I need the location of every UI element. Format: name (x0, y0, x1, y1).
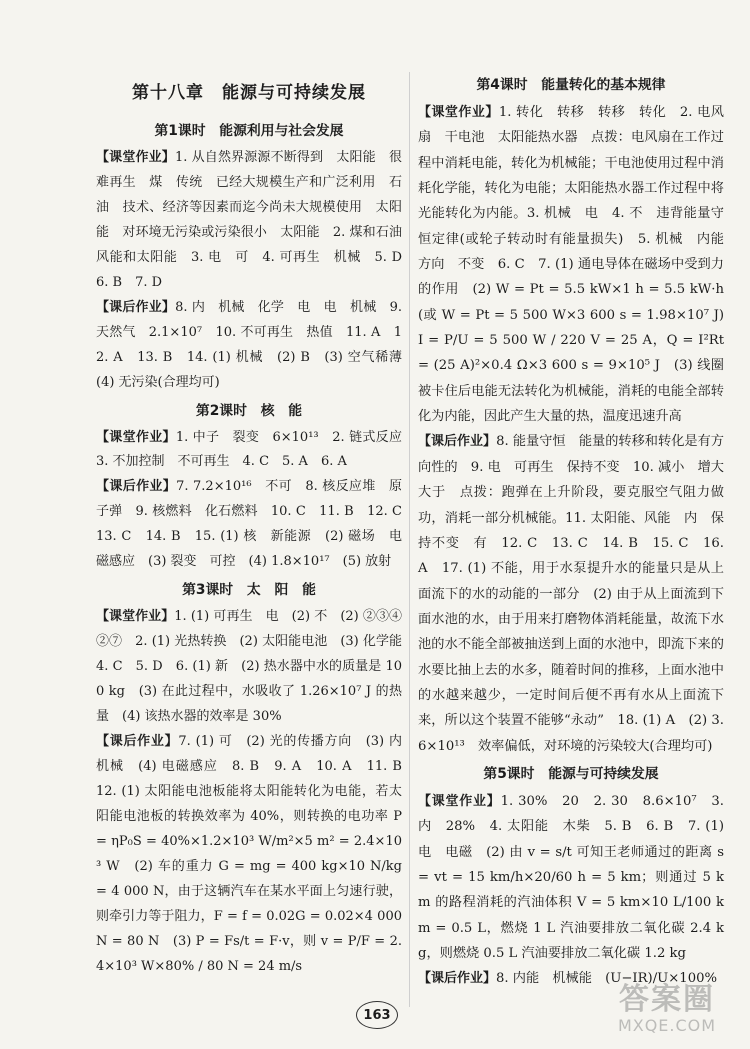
section-tag: 【课后作业】 (96, 734, 179, 750)
chapter-title: 第十八章 能源与可持续发展 (132, 83, 366, 103)
section-tag: 【课后作业】 (96, 299, 176, 315)
watermark-main: 答案圈 (619, 982, 715, 1017)
answer-text: 7. (1) 可 (2) 光的传播方向 (3) 内 机械 (4) 电磁感应 8. B 9. A 10. A 11. B 12. (1) 太阳能电池板能将太阳能转化为电能，若太阳能电池板的转换效率为 40%，则转换的电功率 P = ηP₀S = 40%×1.2×10³ W/m²×5 m² = 2.4×10³ W (2) 车的重力 G = mg = 400 kg×10 N/kg = 4 000 N，由于这辆汽车在某水平面上匀速行驶，则牵引力等于阻力，F = f = 0.02G = 0.02×4 000 N = 80 N (3) P = Fs/t = F·v，则 v = P/F = 2.4×10³ W×80% / 80 N = 24 m/s (96, 734, 416, 974)
page-number (356, 1000, 398, 1030)
section-tag: 【课后作业】 (418, 434, 497, 450)
watermark-sub: MXQE.COM (617, 1016, 717, 1035)
lesson-title: 第4课时 能量转化的基本规律 (476, 77, 666, 93)
answer-text: 8. 能量守恒 能量的转移和转化是有方向性的 9. 电 可再生 保持不变 10. 减小 增大 大于 点拨：跑弹在上升阶段，要克服空气阻力做功，消耗一部分机械能。11. 太阳能、风能 内 保持不变 有 12. C 13. C 14. B 15. C 16. A 17. (1) 不能，用于水泵提升水的能量只是从上面流下的水的动能的一部分 (2) 由于从上面流到下面水池的水，由于用来打磨物体消耗能量，故流下水池的水不能全部被抽送到上面的水池中，即流下来的水要比抽上去的水多，随着时间的推移，上面水池中的水越来越少，一定时间后便不再有水从上面流下来，所以这个装置不能够“永动” 18. (1) A (2) 3.6×10¹³ 效率偏低，对环境的污染较大(合理均可) (418, 434, 738, 754)
lesson-title: 第1课时 能源利用与社会发展 (154, 123, 344, 139)
section-tag: 【课堂作业】 (418, 105, 499, 120)
answer-paragraph (96, 146, 416, 296)
watermark-logo (602, 983, 732, 1039)
answer-text: 8. 内 机械 化学 电 电 机械 9. 天然气 2.1×10⁷ 10. 不可再生 热值 11. A 12. A 13. B 14. (1) 机械 (2) B (3) 空气稀薄 (4) 无污染(合理均可) (96, 299, 416, 390)
answer-text: 7. 7.2×10¹⁶ 不可 8. 核反应堆 原子弹 9. 核燃料 化石燃料 10. C 11. B 12. C 13. C 14. B 15. (1) 核 新能源 (2) 磁场 电磁感应 (3) 裂变 可控 (4) 1.8×10¹⁷ (5) 放射 (96, 479, 416, 570)
section-tag: 【课后作业】 (96, 479, 177, 495)
column-divider (409, 72, 410, 1007)
answer-paragraph (418, 429, 738, 758)
right-column (418, 70, 738, 992)
answer-text: 8. 内能 机械能 (U−IR)/U×100% (496, 971, 718, 987)
left-column (96, 70, 416, 980)
left-column-content (96, 116, 416, 980)
section-tag: 【课堂作业】 (96, 150, 175, 165)
answer-text: 1. 中子 裂变 6×10¹³ 2. 链式反应 3. 不加控制 不可再生 4. C 5. A 6. A (96, 429, 415, 470)
answer-paragraph (418, 100, 738, 429)
lesson-title: 第5课时 能源与可持续发展 (483, 765, 659, 782)
answer-paragraph (96, 475, 416, 575)
answer-paragraph (418, 789, 724, 966)
answer-paragraph (96, 296, 416, 396)
section-tag: 【课堂作业】 (96, 429, 176, 445)
section-tag: 【课后作业】 (418, 971, 497, 987)
answer-text: 1. 从自然界源源不断得到 太阳能 很难再生 煤 传统 已经大规模生产和广泛利用 石油 技术、经济等因素而迄今尚未大规模使用 太阳能 对环境无污染或污染很小 太阳能 2. 煤和石油 风能和太阳能 3. 电 可 4. 可再生 机械 5. D 6. B 7. D (96, 150, 416, 290)
section-tag: 【课堂作业】 (418, 793, 501, 809)
answer-text: 1. 30% 20 2. 30 8.6×10⁷ 3. 内 28% 4. 太阳能 木柴 5. B 6. B 7. (1) 电 电磁 (2) 由 v = s/t 可知王老师通过的距离 s = vt = 15 km/h×20/60 h = 5 km；则通过 5 km 的路程消耗的汽油体积 V = 5 km×10 L/100 km = 0.5 L，燃烧 1 L 汽油要排放二氧化碳 2.4 kg，则燃烧 0.5 L 汽油要排放二氧化碳 1.2 kg (418, 793, 724, 961)
answer-paragraph (96, 730, 416, 980)
answer-text: 1. 转化 转移 转移 转化 2. 电风扇 干电池 太阳能热水器 点拨：电风扇在工作过程中消耗电能，转化为机械能；干电池使用过程中消耗化学能，转化为电能；太阳能热水器工作过程中将光能转化为内能。3. 机械 电 4. 不 违背能量守恒定律(或轮子转动时有能量损失) 5. 机械 内能 方向 不变 6. C 7. (1) 通电导体在磁场中受到力的作用 (2) W = Pt = 5.5 kW×1 h = 5.5 kW·h(或 W = Pt = 5 500 W×3 600 s = 1.98×10⁷ J) I = P/U = 5 500 W / 220 V = 25 A，Q = I²Rt = (25 A)²×0.4 Ω×3 600 s = 9×10⁵ J (3) 线圈被卡住后电能无法转化为机械能，消耗的电能全部转化为内能，因此产生大量的热，温度迅速升高 (418, 105, 738, 425)
answer-paragraph (96, 605, 416, 730)
answer-text: 1. (1) 可再生 电 (2) 不 (2) ②③④ ②⑦ 2. (1) 光热转换 (2) 太阳能电池 (3) 化学能 4. C 5. D 6. (1) 新 (2) 热水器中水的质量是 100 kg (3) 在此过程中，水吸收了 1.26×10⁷ J 的热量 (4) 该热水器的效率是 30% (96, 609, 416, 725)
section-tag: 【课堂作业】 (96, 609, 175, 625)
page-number-badge: 163 (356, 1001, 398, 1029)
right-column-content (418, 70, 738, 992)
lesson-title: 第3课时 太 阳 能 (182, 582, 316, 599)
lesson-title: 第2课时 核 能 (195, 402, 303, 419)
answer-paragraph (96, 426, 415, 476)
